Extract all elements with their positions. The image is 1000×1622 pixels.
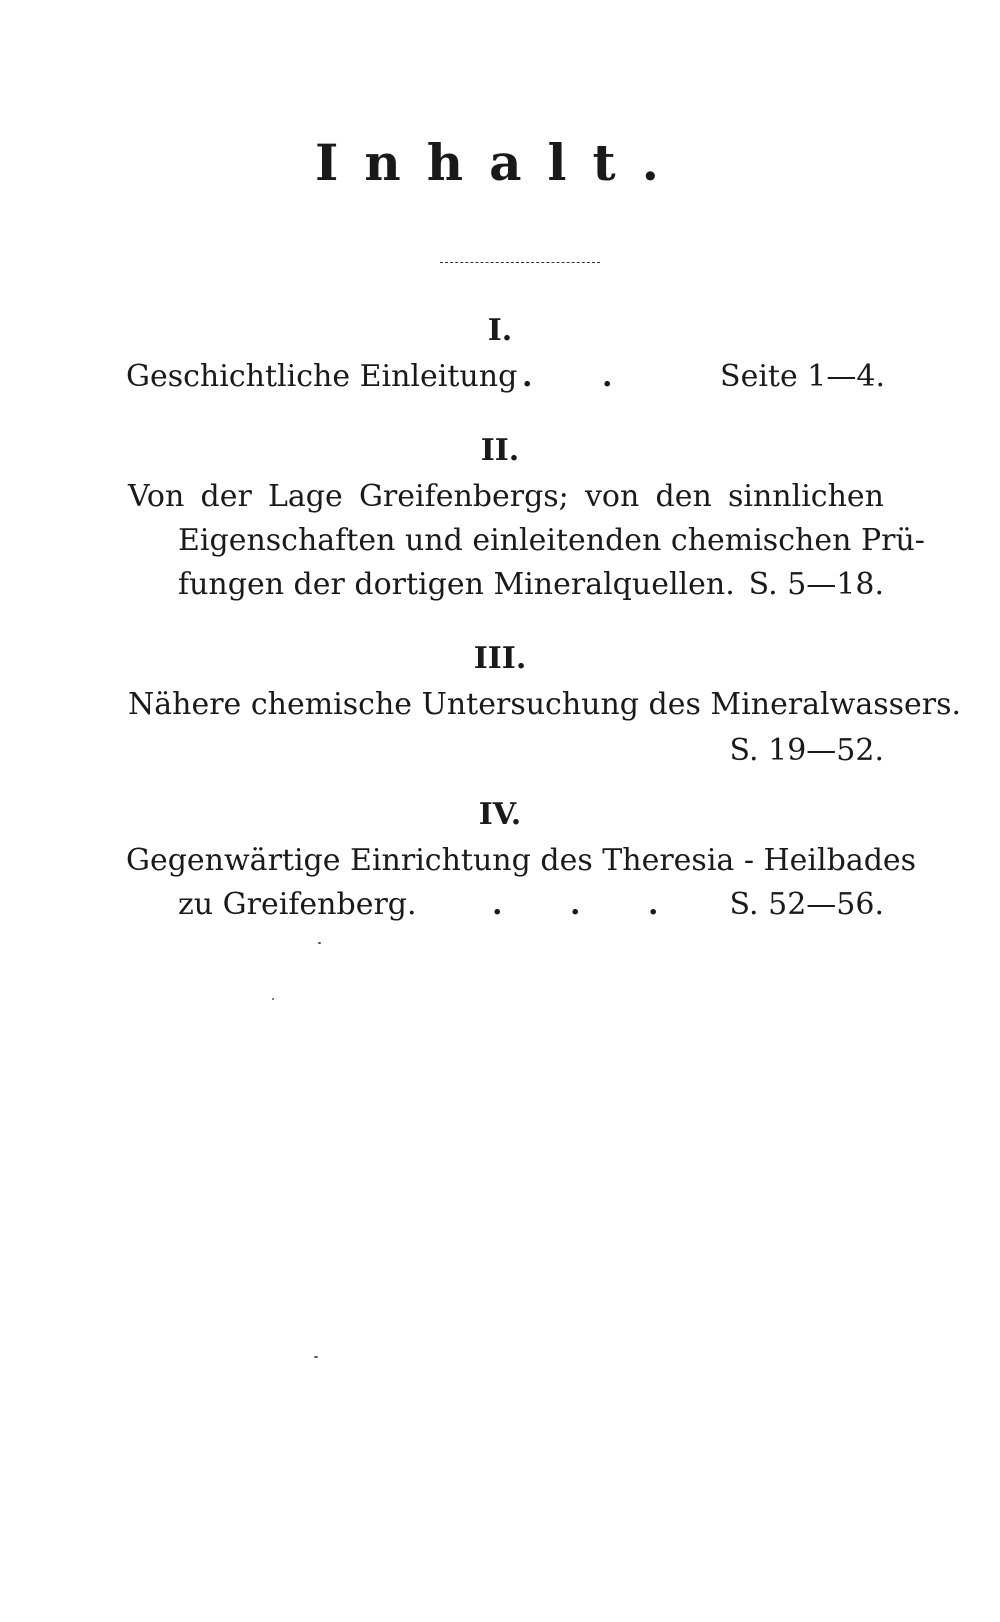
scan-speck (272, 998, 274, 1000)
section-3-page-ref: S. 19—52. (729, 733, 884, 768)
title-divider (440, 262, 600, 263)
section-4-page-ref: S. 52—56. (729, 887, 884, 922)
dot-leader: . (602, 359, 613, 394)
dot-leader: . (492, 887, 503, 922)
scan-speck (318, 942, 321, 944)
section-4-line-2: zu Greifenberg. (178, 887, 417, 922)
section-numeral-2: II. (480, 433, 520, 468)
section-2-line-2: Eigenschaften und einleitenden chemischen Prü- (178, 523, 925, 558)
page-title: Inhalt. (315, 133, 685, 192)
section-1-line-1: Geschichtliche Einleitung (126, 359, 518, 394)
scan-speck (314, 1356, 318, 1358)
section-numeral-4: IV. (478, 797, 522, 832)
section-2-line-1: Von der Lage Greifenbergs; von den sinnlichen (128, 479, 884, 514)
section-numeral-3: III. (473, 641, 527, 676)
section-3-line-1: Nähere chemische Untersuchung des Mineralwassers. (128, 687, 962, 722)
section-numeral-1: I. (487, 313, 513, 348)
dot-leader: . (522, 359, 533, 394)
dot-leader: . (570, 887, 581, 922)
section-2-page-ref: S. 5—18. (748, 567, 884, 602)
dot-leader: . (648, 887, 659, 922)
section-4-line-1: Gegenwärtige Einrichtung des Theresia - Heilbades (126, 843, 917, 878)
section-2-line-3: fungen der dortigen Mineralquellen. (178, 567, 735, 602)
section-1-page-ref: Seite 1—4. (720, 359, 885, 394)
